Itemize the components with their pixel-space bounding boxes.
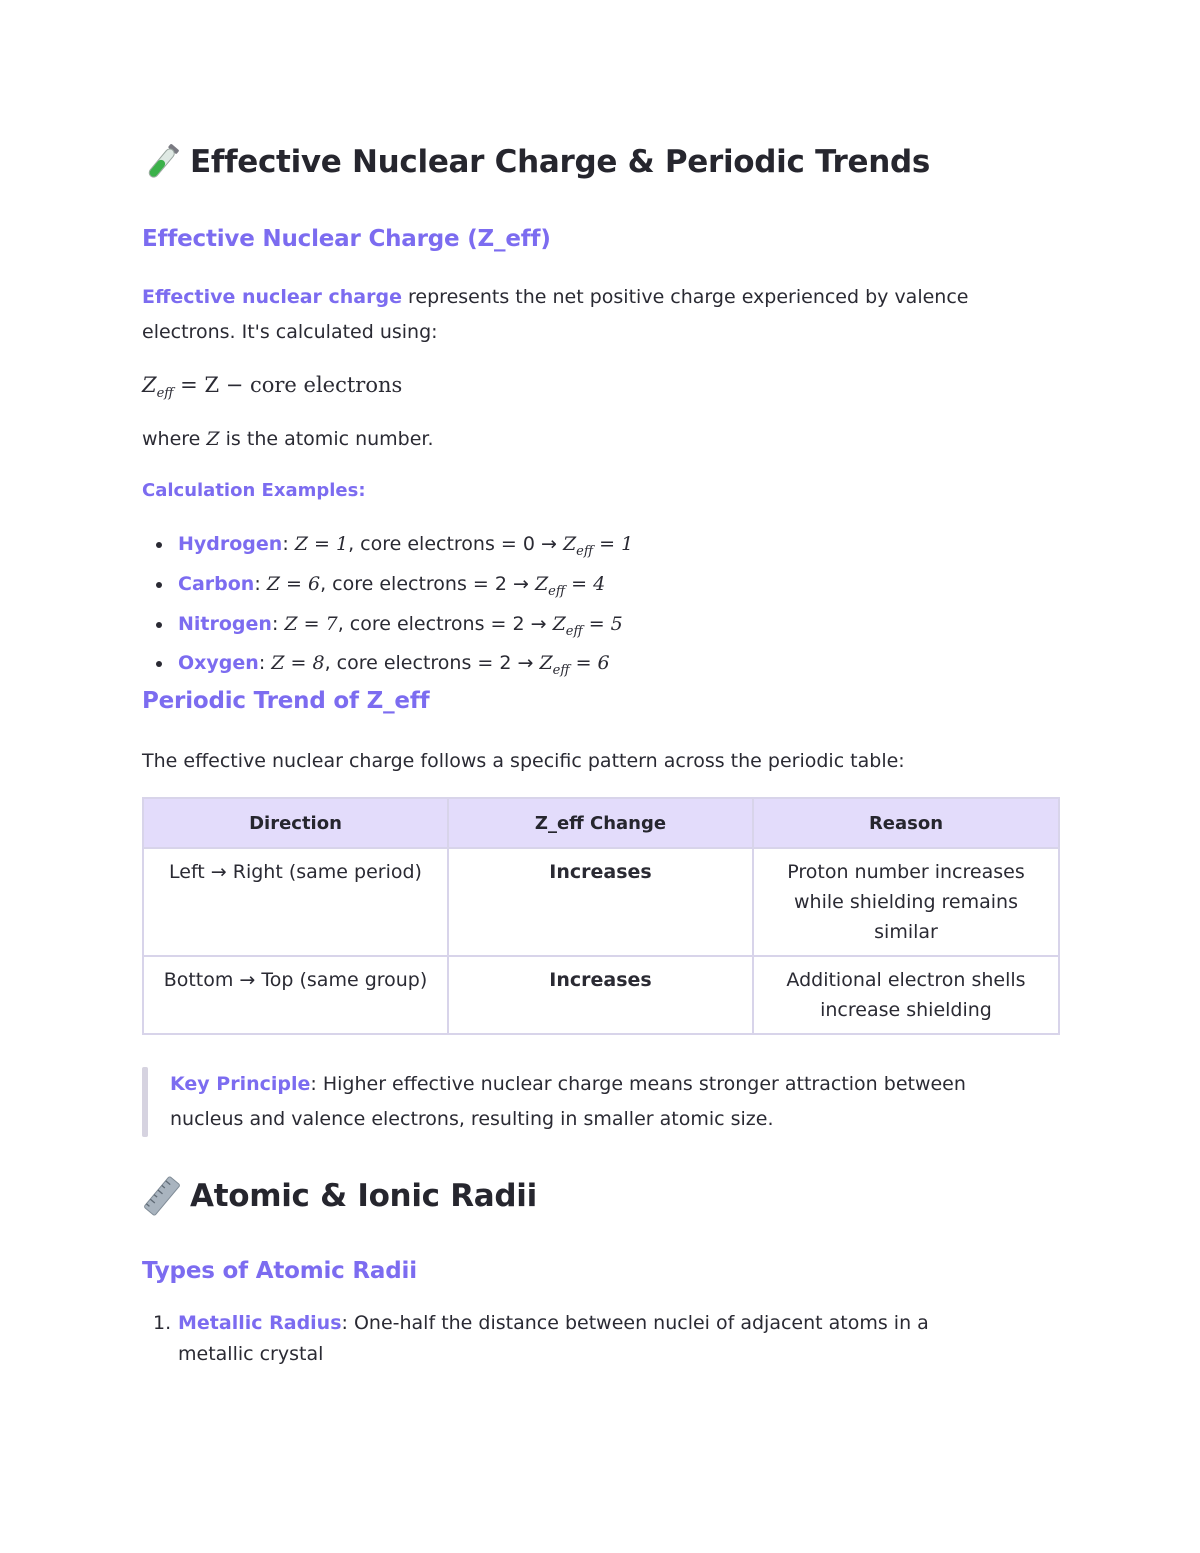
change-cell: Increases [448, 956, 753, 1034]
test-tube-icon [142, 140, 182, 184]
trend-table [142, 797, 1060, 1035]
table-row [143, 956, 1059, 1034]
examples-list [142, 528, 633, 687]
section-title-text: Atomic & Ionic Radii [190, 1178, 537, 1214]
reason-cell: Proton number increases while shielding remains similar [753, 848, 1059, 956]
direction-cell: Bottom → Top (same group) [143, 956, 448, 1034]
table-row [143, 848, 1059, 956]
column-header: Direction [143, 798, 448, 848]
zeff-where: where Z is the atomic number. [142, 428, 434, 450]
section-title-zeff [142, 140, 930, 184]
zeff-intro [142, 280, 1058, 350]
zeff-formula: $Z_{eff} = Z$ − core electrons [142, 373, 403, 402]
column-header: Reason [753, 798, 1059, 848]
trend-heading: Periodic Trend of Z_eff [142, 688, 430, 714]
list-item: 1. Metallic Radius: One-half the distance between nuclei of adjacent atoms in a metallic crystal [153, 1312, 929, 1365]
column-header: Z_eff Change [448, 798, 753, 848]
zeff-intro-text: represents the net positive charge experienced by valence [402, 286, 969, 308]
trend-intro: The effective nuclear charge follows a specific pattern across the periodic table: [142, 750, 905, 772]
zeff-intro-text-2: electrons. It's calculated using: [142, 321, 438, 343]
zeff-term: Effective nuclear charge [142, 286, 402, 308]
list-item: Carbon: Z = 6, core electrons = $2 \to Z_{eff} = 4$ [178, 568, 633, 608]
change-cell: Increases [448, 848, 753, 956]
key-principle-term: Key Principle [170, 1073, 311, 1095]
radii-list [142, 1308, 1094, 1370]
reason-cell: Additional electron shells increase shielding [753, 956, 1059, 1034]
table-header-row [143, 798, 1059, 848]
radii-heading: Types of Atomic Radii [142, 1258, 417, 1284]
direction-cell: Left → Right (same period) [143, 848, 448, 956]
list-item: Oxygen: Z = 8, core electrons = $2 \to Z_{eff} = 6$ [178, 647, 633, 687]
section-title-radii [142, 1174, 537, 1218]
key-principle-callout: Key Principle: Higher effective nuclear charge means stronger attraction between nucleus and valence electrons, resulting in smaller atomic size. [142, 1067, 1058, 1137]
zeff-heading: Effective Nuclear Charge (Z_eff) [142, 226, 551, 252]
section-title-text: Effective Nuclear Charge & Periodic Trends [190, 144, 931, 180]
examples-heading: Calculation Examples: [142, 480, 366, 501]
list-item: Hydrogen: Z = 1, core electrons = $0 \to Z_{eff} = 1$ [178, 528, 633, 568]
list-item: Nitrogen: Z = 7, core electrons = $2 \to Z_{eff} = 5$ [178, 608, 633, 648]
ruler-icon [142, 1174, 182, 1218]
